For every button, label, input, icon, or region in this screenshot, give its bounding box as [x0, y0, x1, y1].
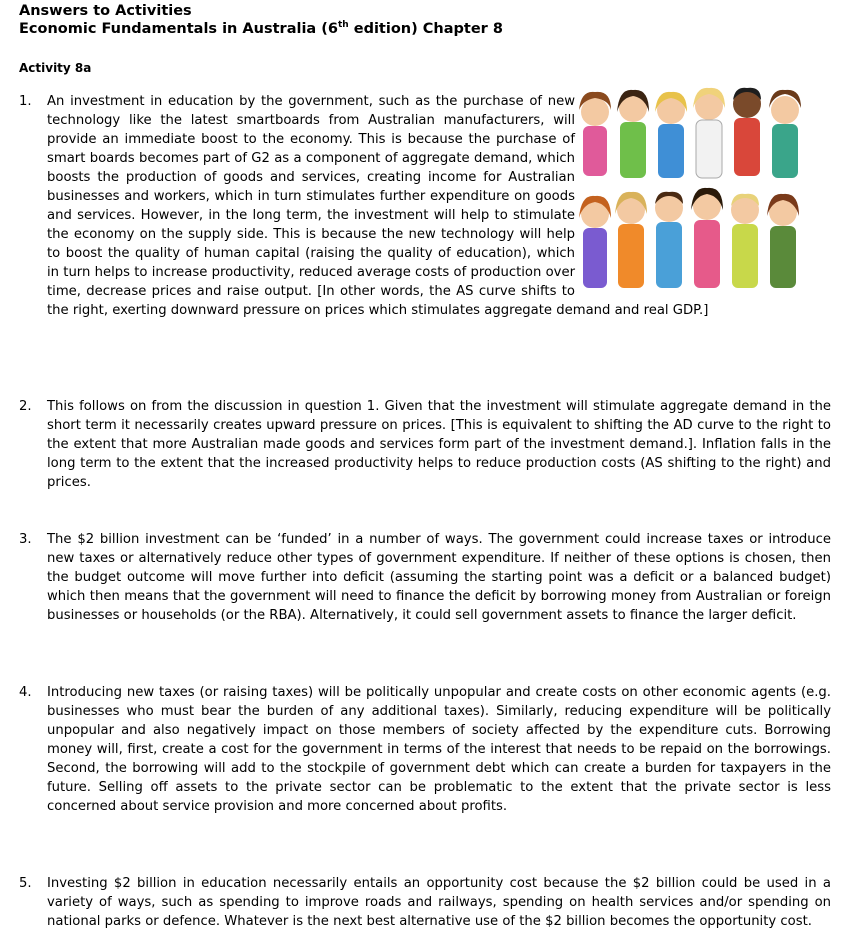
- answer-1: [19, 92, 831, 380]
- document-subtitle: [19, 20, 503, 38]
- answer-5: [19, 874, 831, 950]
- answer-4: [19, 683, 831, 853]
- document-title: [19, 2, 192, 20]
- answer-5-number: 5.: [19, 876, 32, 891]
- title-line-1: Answers to Activities: [19, 3, 192, 19]
- answer-1-number: 1.: [19, 94, 32, 109]
- answer-4-number: 4.: [19, 685, 32, 700]
- answer-3: [19, 530, 831, 670]
- answer-2: [19, 397, 831, 515]
- image-spacer: [575, 92, 831, 288]
- answer-3-text: The $2 billion investment can be ‘funded’ in a number of ways. The government could increase taxes or introduce new taxes or alternatively reduce other types of government expenditure. If neither of these options is chosen, then the budget outcome will move further into deficit (assuming the starting point was a deficit or a balanced budget) which then means that the government will need to finance the deficit by borrowing money from Australian or foreign businesses or households (or the RBA). Alternatively, it could sell government assets to finance the larger deficit.: [47, 532, 831, 623]
- answer-5-text: Investing $2 billion in education necessarily entails an opportunity cost because the $2 billion could be used in a variety of ways, such as spending to improve roads and railways, spending on health services and/or spending on national parks or defence. Whatever is the next best alternative use of the $2 billion becomes the opportunity cost.: [47, 876, 831, 929]
- answer-2-number: 2.: [19, 399, 32, 414]
- subtitle-text-a: Economic Fundamentals in Australia (6: [19, 21, 338, 37]
- answer-1-body: [47, 92, 831, 320]
- answer-4-text: Introducing new taxes (or raising taxes) will be politically unpopular and create costs on other economic agents (e.g. businesses who must bear the burden of any additional taxes). Similarly, reducing expenditure will be politically unpopular and also negatively impact on those members of society affected by the expenditure cuts. Borrowing money will, first, create a cost for the government in terms of the interest that needs to be repaid on the borrowings. Second, the borrowing will add to the stockpile of government debt which can create a burden for taxpayers in the future. Selling off assets to the private sector can be problematic to the extent that the private sector is less concerned about service provision and more concerned about profits.: [47, 685, 831, 814]
- subtitle-text-b: edition) Chapter 8: [348, 21, 503, 37]
- subtitle-superscript: th: [337, 20, 349, 31]
- activity-heading: Activity 8a: [19, 61, 92, 75]
- answer-2-text: This follows on from the discussion in question 1. Given that the investment will stimulate aggregate demand in the short term it necessarily creates upward pressure on prices. [This is equivalent to shifting the AD curve to the right to the extent that more Australian made goods and services form part of the investment demand.]. Inflation falls in the long term to the extent that the increased productivity helps to reduce production costs (AS shifting to the right) and prices.: [47, 399, 831, 490]
- answer-1-text: An investment in education by the government, such as the purchase of new technology like the latest smartboards from Australian manufacturers, will provide an immediate boost to the economy. This is because the purchase of smart boards becomes part of G2 as a component of aggregate demand, which boosts the production of goods and services, creating income for Australian businesses and workers, which in turn stimulates further expenditure on goods and services. However, in the long term, the investment will help to stimulate the economy on the supply side. This is because the new technology will help to boost the quality of human capital (raising the quality of education), which in turn helps to increase productivity, reduced average costs of production over time, decrease prices and raise output. [In other words, the AS curve shifts to the right, exerting downward pressure on prices which stimulates aggregate demand and real GDP.]: [47, 94, 709, 318]
- answer-3-number: 3.: [19, 532, 32, 547]
